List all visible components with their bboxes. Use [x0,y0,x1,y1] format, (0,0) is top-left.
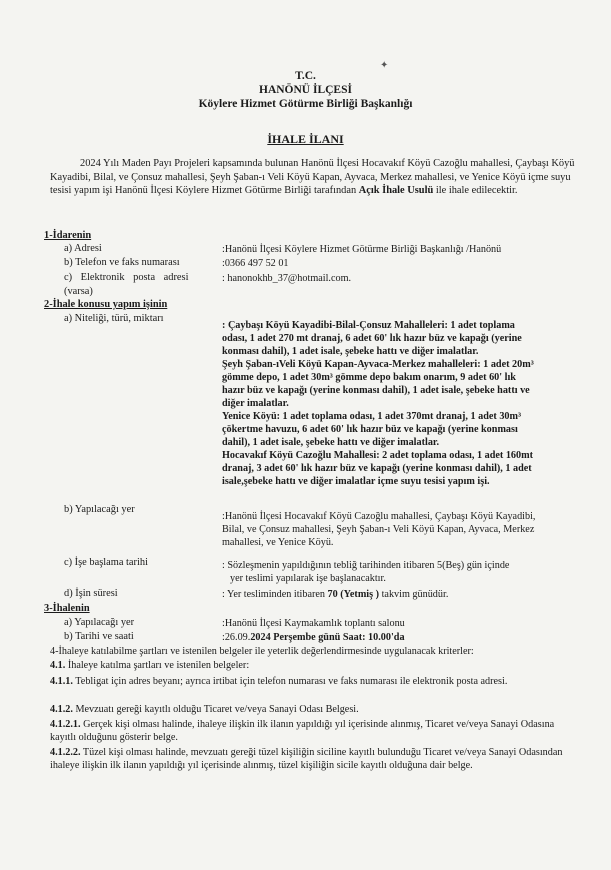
section-4-1-2-1: 4.1.2.1. Gerçek kişi olması halinde, ihaleye ilişkin ilk ilanın yapıldığı yıl içerisinde alınmış, Ticaret ve/veya Sanayi Odasına kayıtlı olduğunu gösterir belge. [50,719,555,743]
s2-duration-label: d) İşin süresi [64,588,118,599]
section-3-title: 3-İhalenin [44,603,90,614]
section-1-title: 1-İdarenin [44,230,92,241]
header-district: HANÖNÜ İLÇESİ [259,84,352,96]
s1-email-label: c) Elektronik posta adresi [64,272,189,283]
s3-date-value: :26.09.2024 Perşembe günü Saat: 10.00'da [222,632,405,643]
s1-address-value: :Hanönü İlçesi Köylere Hizmet Götürme Birliği Başkanlığı /Hanönü [222,244,502,255]
s1-address-label: a) Adresi [64,243,102,254]
s3-place-label: a) Yapılacağı yer [64,617,135,628]
s3-date-label: b) Tarihi ve saati [64,631,134,642]
s2-location-label: b) Yapılacağı yer [64,504,135,515]
s2-start-value: : Sözleşmenin yapıldığının tebliğ tarihinden itibaren 5(Beş) gün içinde yer teslimi yapılarak işe başlanacaktır. [222,560,510,584]
page-title: İHALE İLANI [267,132,344,146]
header-institution: Köylere Hizmet Götürme Birliği Başkanlığı [198,98,413,110]
section-4-1-2-2: 4.1.2.2. Tüzel kişi olması halinde, mevzuatı gereği tüzel kişiliğin siciline kayıtlı bulunduğu Ticaret ve/veya Sanayi Odasından ihaleye ilişkin ilk ilanın yapıldığı yıl içerisinde alınmış, tüzel kişiliğin sicile kayıtlı olduğuna dair belge. [50,747,563,771]
header-tc: T.C. [295,70,316,82]
s2-duration-value: : Yer tesliminden itibaren 70 (Yetmiş ) takvim günüdür. [222,589,449,600]
section-4-1-1: 4.1.1. Tebligat için adres beyanı; ayrıca irtibat için telefon numarası ve faks numarası ile elektronik posta adresi. [50,676,508,687]
s1-email-label-optional: (varsa) [64,286,93,297]
s3-place-value: :Hanönü İlçesi Kaymakamlık toplantı salonu [222,618,405,629]
section-4-title: 4-İhaleye katılabilme şartları ve istenilen belgeler ile yeterlik değerlendirmesinde uygulanacak kriterler: [50,646,474,657]
s1-phone-label: b) Telefon ve faks numarası [64,257,180,268]
s2-nature-label: a) Niteliği, türü, miktarı [64,313,164,324]
s2-location-value: :Hanönü İlçesi Hocavakıf Köyü Cazoğlu mahallesi, Çaybaşı Köyü Kayadibi, Bilal, ve Çonsuz mahallesi, Şeyh Şaban-ı Veli Köyü Kapan, Ayvaca, Merkez mahallesi, ve Yenice Köyü. [222,511,536,548]
section-2-title: 2-İhale konusu yapım işinin [44,299,168,310]
section-4-1-2: 4.1.2. Mevzuatı gereği kayıtlı olduğu Ticaret ve/veya Sanayi Odası Belgesi. [50,704,359,715]
s2-start-label: c) İşe başlama tarihi [64,557,148,568]
ink-mark: ✦ [380,60,389,71]
s1-phone-value: :0366 497 52 01 [222,258,289,269]
section-4-1: 4.1. İhaleye katılma şartları ve istenilen belgeler: [50,660,250,671]
s1-email-value: : hanonokhb_37@hotmail.com. [222,273,352,284]
intro-paragraph: 2024 Yılı Maden Payı Projeleri kapsamında bulunan Hanönü İlçesi Hocavakıf Köyü Cazoğlu mahallesi, Çaybaşı Köyü Kayadibi, Bilal, ve Çonsuz mahallesi, Şeyh Şaban-ı Veli Köyü Kapan, Ayvaca, Merkez mahallesi, ve Yenice Köyü içme suyu tesisi yapım işi Hanönü İlçesi Köylere Hizmet Götürme Birliği tarafından Açık İhale Usulü ile ihale edilecektir. [50,158,575,197]
s2-nature-value: : Çaybaşı Köyü Kayadibi-Bilal-Çonsuz Mahalleleri: 1 adet toplama odası, 1 adet 270 mt dranaj, 6 adet 60' lık hazır büz ve kapağı (yerine konması dahil), 1 adet isale, şebeke hattı ve diğer imalatlar. Şeyh Şaban-ıVeli Köyü Kapan-Ayvaca-Merkez mahalleleri: 1 adet 20m³ gömme depo, 1 adet 30m³ gömme depo bakım onarım, 9 adet 60' lık hazır büz ve kapağı (yerine konması dahil), 1 adet isale, şebeke hattı ve diğer imalatlar. Yenice Köyü: 1 adet toplama odası, 1 adet 370mt dranaj, 1 adet 30m³ çökertme havuzu, 6 adet 60' lık hazır büz ve kapağı (yerine konması dahil), 1 adet isale, şebeke hattı ve diğer imalatlar. Hocavakıf Köyü Cazoğlu Mahallesi: 2 adet toplama odası, 1 adet 160mt dranaj, 3 adet 60' lık hazır büz ve kapağı (yerine konması dahil), 1 adet isale,şebeke hattı ve diğer imalatlar içme suyu tesisi yapım işi. [222,320,534,487]
